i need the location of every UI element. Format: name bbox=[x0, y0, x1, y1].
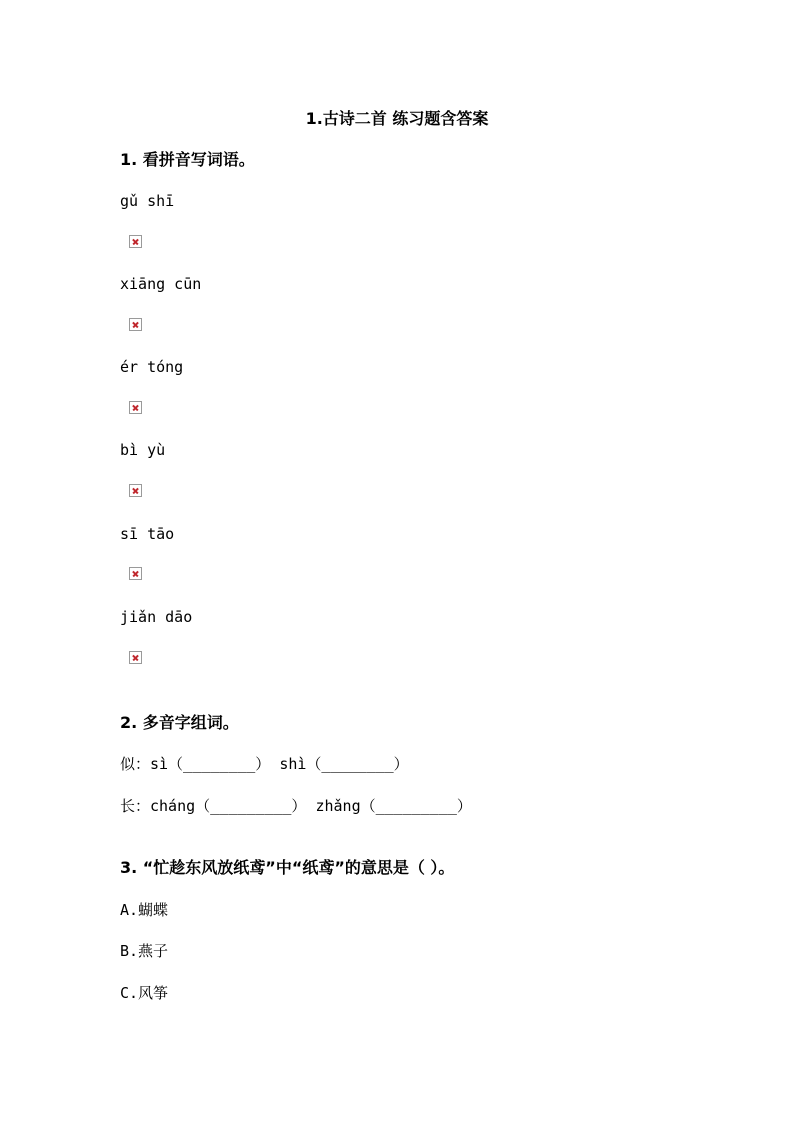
broken-image-icon bbox=[129, 651, 142, 664]
question-3-heading: 3. “忙趁东风放纸鸢”中“纸鸢”的意思是（ ）。 bbox=[120, 858, 455, 877]
pinyin-item-5: sī tāo bbox=[120, 525, 175, 543]
pinyin-item-3: ér tóng bbox=[120, 358, 184, 376]
question-2-heading: 2. 多音字组词。 bbox=[120, 713, 239, 732]
page-title: 1.古诗二首 练习题含答案 bbox=[305, 109, 489, 128]
option-b: B.燕子 bbox=[120, 942, 169, 960]
broken-image-icon bbox=[129, 318, 142, 331]
pinyin-item-1: gǔ shī bbox=[120, 192, 175, 210]
polyphone-line-2: 长：cháng（_________） zhǎng（_________） bbox=[120, 797, 472, 815]
option-c: C.风筝 bbox=[120, 984, 169, 1002]
broken-image-icon bbox=[129, 484, 142, 497]
pinyin-item-2: xiāng cūn bbox=[120, 275, 202, 293]
pinyin-item-4: bì yù bbox=[120, 441, 166, 459]
broken-image-icon bbox=[129, 567, 142, 580]
broken-image-icon bbox=[129, 401, 142, 414]
option-a: A.蝴蝶 bbox=[120, 901, 169, 919]
polyphone-line-1: 似：sì（________） shì（________） bbox=[120, 755, 409, 773]
question-1-heading: 1. 看拼音写词语。 bbox=[120, 150, 255, 169]
pinyin-item-6: jiǎn dāo bbox=[120, 608, 193, 626]
broken-image-icon bbox=[129, 235, 142, 248]
